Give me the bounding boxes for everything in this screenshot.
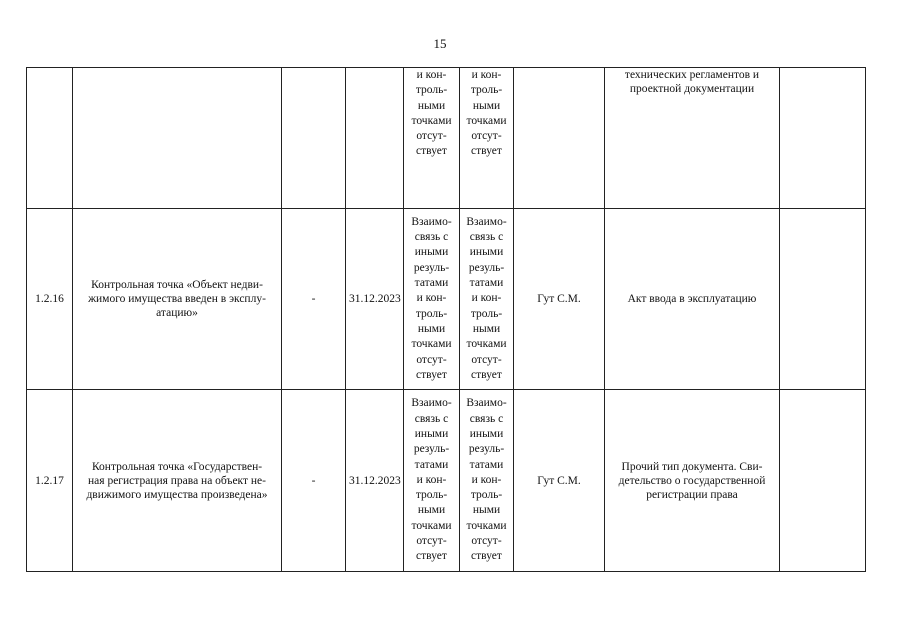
name-line: жимого имущества введен в эксплу- xyxy=(88,293,266,305)
relation-line: иными xyxy=(469,246,504,259)
notes-cell xyxy=(780,68,866,209)
relation-line: ствует xyxy=(416,550,447,563)
predecessor-relation-cell xyxy=(404,68,460,209)
relation-line: татами xyxy=(469,277,504,290)
name-line: Контрольная точка «Государствен- xyxy=(91,460,263,473)
relation-line: связь с xyxy=(414,231,449,244)
relation-line: ными xyxy=(417,504,446,517)
relation-line: троль- xyxy=(415,489,448,502)
table-row xyxy=(27,209,866,390)
relation-line: отсут- xyxy=(471,353,502,366)
relation-line: точками xyxy=(411,114,452,127)
due-date-cell: 31.12.2023 xyxy=(346,390,404,572)
relation-line: татами xyxy=(469,458,504,471)
relation-line: троль- xyxy=(470,307,503,320)
responsible-cell: Гут С.М. xyxy=(514,390,605,572)
due-date-cell xyxy=(346,68,404,209)
relation-line: ствует xyxy=(416,145,447,158)
relation-line: точками xyxy=(466,338,507,351)
notes-cell xyxy=(780,209,866,390)
document-cell xyxy=(605,390,780,572)
name-line: движимого имущества произведена» xyxy=(86,488,268,501)
relation-line: троль- xyxy=(470,489,503,502)
relation-line: Взаимо- xyxy=(411,397,452,410)
relation-line: Взаимо- xyxy=(466,397,507,410)
relation-line: резуль- xyxy=(413,443,450,456)
relation-line: ными xyxy=(417,322,446,335)
relation-line: троль- xyxy=(470,84,503,97)
successor-relation-cell xyxy=(460,68,514,209)
relation-line: иными xyxy=(414,427,449,440)
base-value-cell xyxy=(282,68,346,209)
row-number-cell: 1.2.16 xyxy=(27,209,73,390)
relation-line: и кон- xyxy=(416,69,447,81)
relation-line: ствует xyxy=(471,550,502,563)
responsible-cell: Гут С.М. xyxy=(514,209,605,390)
relation-line: и кон- xyxy=(416,292,447,305)
document-line: Прочий тип документа. Сви- xyxy=(621,460,763,473)
document-line: проектной документации xyxy=(629,83,755,95)
relation-line: отсут- xyxy=(416,353,447,366)
page-number: 15 xyxy=(433,36,447,51)
document-cell xyxy=(605,209,780,390)
relation-line: ными xyxy=(472,322,501,335)
relation-line: татами xyxy=(414,277,449,290)
relation-line: отсут- xyxy=(471,535,502,548)
relation-line: отсут- xyxy=(471,130,502,143)
relation-line: ствует xyxy=(416,368,447,381)
relation-line: ствует xyxy=(471,145,502,158)
relation-line: и кон- xyxy=(416,473,447,486)
relation-line: ными xyxy=(417,99,446,112)
relation-line: отсут- xyxy=(416,535,447,548)
successor-relation-cell xyxy=(460,390,514,572)
predecessor-relation-cell xyxy=(404,209,460,390)
relation-line: троль- xyxy=(415,307,448,320)
relation-line: троль- xyxy=(415,84,448,97)
predecessor-relation-cell xyxy=(404,390,460,572)
relation-line: и кон- xyxy=(471,292,502,305)
relation-line: точками xyxy=(466,114,507,127)
due-date-cell: 31.12.2023 xyxy=(346,209,404,390)
relation-line: и кон- xyxy=(471,473,502,486)
table-row xyxy=(27,68,866,209)
table-row xyxy=(27,390,866,572)
relation-line: связь с xyxy=(414,412,449,425)
relation-line: связь с xyxy=(469,231,504,244)
relation-line: точками xyxy=(466,519,507,532)
relation-line: ными xyxy=(472,99,501,112)
control-point-name-cell xyxy=(73,209,282,390)
document-line: регистрации права xyxy=(646,488,738,501)
relation-line: Взаимо- xyxy=(411,215,452,228)
relation-line: отсут- xyxy=(416,130,447,143)
relation-line: иными xyxy=(414,246,449,259)
base-value-cell: - xyxy=(282,390,346,572)
relation-line: Взаимо- xyxy=(466,215,507,228)
document-line: детельство о государственной xyxy=(618,474,766,487)
relation-line: связь с xyxy=(469,412,504,425)
notes-cell xyxy=(780,390,866,572)
document-line: технических регламентов и xyxy=(624,69,760,81)
relation-line: резуль- xyxy=(468,261,505,274)
name-line: Контрольная точка «Объект недви- xyxy=(91,279,263,291)
name-line: ная регистрация права на объект не- xyxy=(88,474,266,487)
control-points-table xyxy=(26,67,866,572)
successor-relation-cell xyxy=(460,209,514,390)
base-value-cell: - xyxy=(282,209,346,390)
document-cell xyxy=(605,68,780,209)
name-line: атацию» xyxy=(156,307,198,319)
control-point-name-cell xyxy=(73,68,282,209)
relation-line: точками xyxy=(411,338,452,351)
relation-line: татами xyxy=(414,458,449,471)
relation-line: резуль- xyxy=(468,443,505,456)
row-number-cell: 1.2.17 xyxy=(27,390,73,572)
relation-line: иными xyxy=(469,427,504,440)
control-point-name-cell xyxy=(73,390,282,572)
document-line: Акт ввода в эксплуатацию xyxy=(627,293,757,305)
row-number-cell xyxy=(27,68,73,209)
relation-line: ными xyxy=(472,504,501,517)
relation-line: резуль- xyxy=(413,261,450,274)
responsible-cell xyxy=(514,68,605,209)
relation-line: и кон- xyxy=(471,69,502,81)
relation-line: точками xyxy=(411,519,452,532)
relation-line: ствует xyxy=(471,368,502,381)
